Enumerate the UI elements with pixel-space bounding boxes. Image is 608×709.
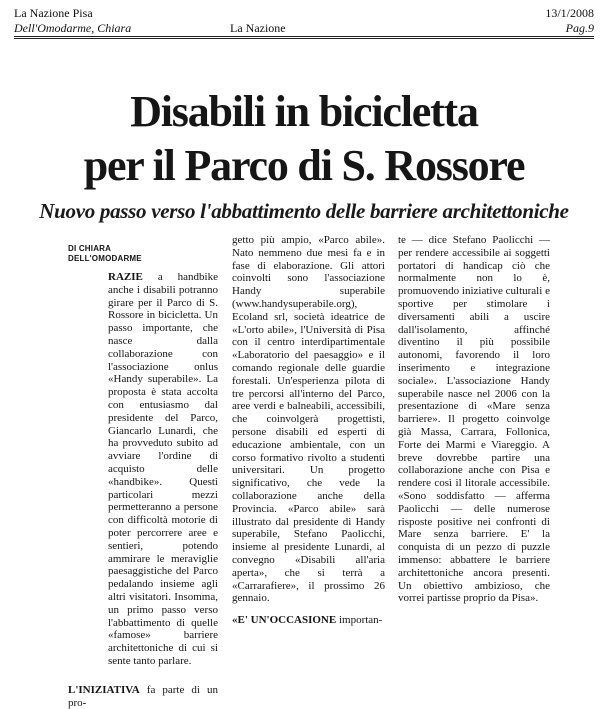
column-1-paragraph-2 — [68, 684, 218, 709]
paragraph-lead-word: L'INIZIATIVA — [68, 683, 140, 696]
author-line: Dell'Omodarme, Chiara — [14, 21, 132, 35]
column-2-text-2: importan- — [336, 614, 383, 627]
byline-prefix: DI CHIARA — [68, 244, 112, 253]
column-2-paragraph-2 — [232, 614, 385, 627]
header-rule-double — [14, 38, 594, 39]
publication-date: 13/1/2008 — [545, 6, 594, 20]
header-rule — [14, 36, 594, 37]
newspaper-name: La Nazione — [230, 21, 286, 35]
column-3-paragraph: te — dice Stefano Paolicchi — per rendere accessibile ai soggetti portatori di handicap ciò che normalmente non lo è, promuovendo iniziative culturali e sportive per stimolare i diversamenti abili a uscire dall'isolamento, affinché diventino il più possibile autonomi, favorendo il loro inserimento e integrazione sociale». L'associazione Handy superabile nasce nel 2006 con la presentazione di «Mare senza barriere». Il progetto coinvolge già Massa, Carrara, Follonica, Forte dei Marmi e Viareggio. A breve dovrebbe partire una collaborazione anche con Pisa e rendere così il litorale accessibile. «Sono soddisfatto — afferma Paolicchi — delle numerose risposte positive nei confronti di Mare senza barriere. E' la conquista di un pezzo di puzzle immenso: abbattere le barriere architettoniche ancora presenti. Un obiettivo ambizioso, che vorrei partisse proprio da Pisa». — [398, 234, 550, 605]
column-1-text: a handbike anche i disabili potranno girare per il Parco di S. Rossore in bicicletta. Un passo importante, che nasce dalla collaborazione con l'associazione onlus «Handy superabile». La proposta è stata accolta con entusiasmo dal presidente del Parco, Giancarlo Lunardi, che ha provveduto subito ad avviare l'ordine di acquisto delle «handbike». Questi particolari mezzi permetteranno a persone con difficoltà motorie di poter percorrere aree e sentieri, potendo ammirare le meraviglie paesaggistiche del Parco pedalando insieme agli altri visitatori. Insomma, un primo passo verso l'abbattimento di quelle «famose» barriere architettoniche di cui si sente tanto parlare. — [108, 271, 218, 667]
byline — [68, 244, 218, 263]
page-number: Pag.9 — [565, 21, 594, 35]
headline-line-1: Disabili in bicicletta — [130, 87, 478, 136]
column-1-paragraph — [68, 271, 218, 668]
column-2-paragraph: getto più ampio, «Parco abile». Nato nemmeno due mesi fa e in fase di elaborazione. Gli attori coinvolti sono l'associazione Handy superabile (www.handysuperabile.org), Ecoland srl, società ideatrice de «L'orto abile», l'Università di Pisa con il centro interdipartimentale «Laboratorio del paesaggio» e il comando regionale delle guardie forestali. Un'esperienza pilota di tre percorsi all'interno del Parco, aree verdi e balneabili, accessibili, che coinvolgerà progettisti, persone disabili ed esperti di educazione ambientale, con un corso formativo rivolto a studenti universitari. Un progetto significativo, che vede la collaborazione anche della Provincia. «Parco abile» sarà illustrato dal presidente di Handy superabile, Stefano Paolicchi, insieme al presidente Lunardi, al convegno «Disabili all'aria aperta», che si terrà a «Carrarafiere», il prossimo 26 gennaio. — [232, 234, 385, 605]
column-1-text-2: fa parte di un pro- — [68, 683, 218, 709]
publication-name: La Nazione Pisa — [14, 6, 93, 20]
byline-surname: DELL'OMODARME — [68, 253, 142, 263]
article-column-3 — [398, 234, 550, 605]
article-column-1 — [68, 244, 218, 709]
article-column-2 — [232, 234, 385, 627]
headline-line-2: per il Parco di S. Rossore — [83, 141, 525, 190]
drop-lead-word: RAZIE — [108, 271, 143, 283]
quote-lead-word: «E' UN'OCCASIONE — [232, 614, 337, 627]
article-subtitle: Nuovo passo verso l'abbattimento delle barriere architettoniche — [39, 199, 569, 223]
